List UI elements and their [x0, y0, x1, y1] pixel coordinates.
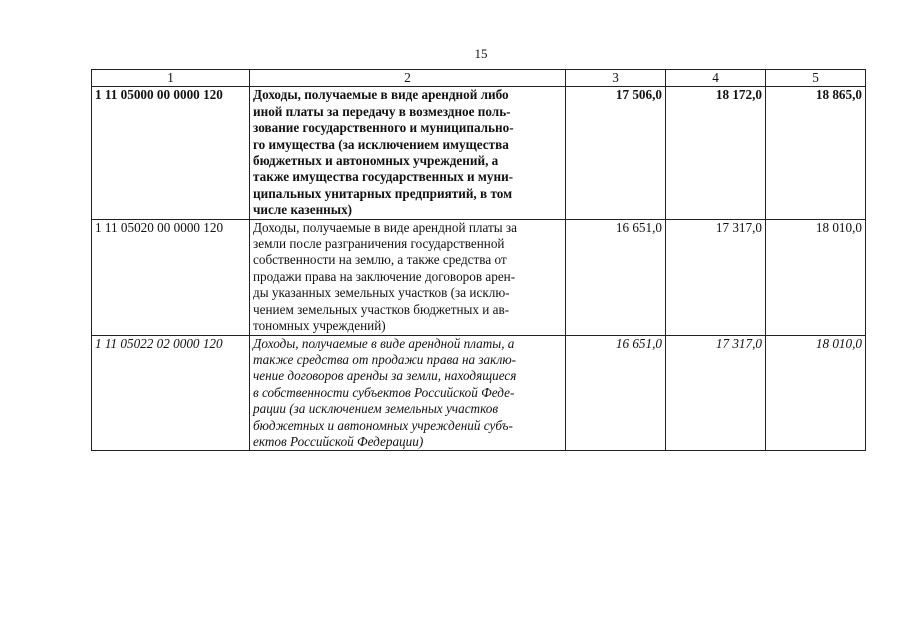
page-number: 15: [474, 46, 488, 61]
description-line: чение договоров аренды за земли, находящиеся: [253, 368, 517, 384]
description-line: также средства от продажи права на заклю-: [253, 351, 517, 367]
column-header-2: 2: [250, 70, 566, 87]
value-col-5: 18 010,0: [766, 219, 866, 335]
budget-code: 1 11 05020 00 0000 120: [92, 219, 250, 335]
description-line: продажи права на заключение договоров арен-: [253, 268, 516, 284]
revenue-description: [250, 219, 566, 335]
table-row: [92, 335, 866, 451]
value-col-5: 18 865,0: [766, 87, 866, 219]
description-line: тономных учреждений): [253, 318, 386, 334]
table-row: [92, 87, 866, 219]
description-line: Доходы, получаемые в виде арендной платы за: [253, 219, 517, 235]
revenue-description: [250, 87, 566, 219]
revenue-table: [91, 69, 866, 451]
description-line: собственности на землю, а также средства от: [253, 252, 507, 268]
description-line: бюджетных и автономных учреждений субъ-: [253, 417, 513, 433]
column-header-4: 4: [666, 70, 766, 87]
table-row: [92, 219, 866, 335]
description-line: иной платы за передачу в возмездное поль-: [253, 103, 511, 119]
description-line: числе казенных): [253, 202, 353, 218]
value-col-4: 17 317,0: [666, 219, 766, 335]
description-line: рации (за исключением земельных участков: [253, 401, 499, 417]
value-col-3: 16 651,0: [566, 219, 666, 335]
description-line: чением земельных участков бюджетных и ав-: [253, 301, 510, 317]
description-line: также имущества государственных и муни-: [253, 169, 514, 185]
value-col-3: 16 651,0: [566, 335, 666, 451]
description-line: зование государственного и муниципально-: [253, 120, 514, 136]
description-line: ды указанных земельных участков (за исклю-: [253, 285, 510, 301]
column-header-1: 1: [92, 70, 250, 87]
column-header-3: 3: [566, 70, 666, 87]
description-line: земли после разграничения государственной: [253, 236, 505, 252]
description-line: бюджетных и автономных учреждений, а: [253, 153, 499, 169]
value-col-4: 18 172,0: [666, 87, 766, 219]
value-col-4: 17 317,0: [666, 335, 766, 451]
value-col-3: 17 506,0: [566, 87, 666, 219]
budget-code: 1 11 05022 02 0000 120: [92, 335, 250, 451]
value-col-5: 18 010,0: [766, 335, 866, 451]
description-line: го имущества (за исключением имущества: [253, 136, 509, 152]
budget-code: 1 11 05000 00 0000 120: [92, 87, 250, 219]
description-line: ципальных унитарных предприятий, в том: [253, 185, 513, 201]
description-line: ектов Российской Федерации): [253, 433, 424, 449]
column-header-5: 5: [766, 70, 866, 87]
revenue-description: [250, 335, 566, 451]
description-line: Доходы, получаемые в виде арендной либо: [253, 87, 509, 103]
description-line: Доходы, получаемые в виде арендной платы, а: [253, 335, 515, 351]
description-line: в собственности субъектов Российской Феде-: [253, 384, 515, 400]
table-header-row: [92, 70, 866, 87]
